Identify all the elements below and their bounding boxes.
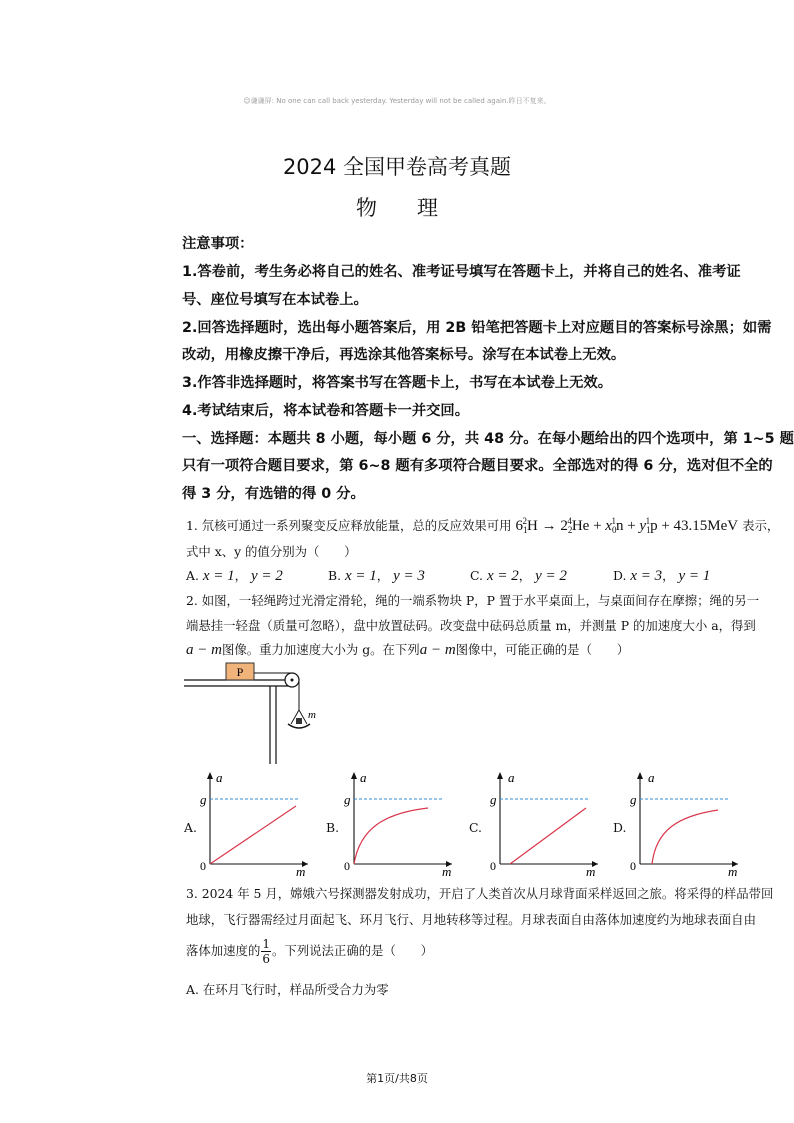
section1-line2: 只有一项符合题目要求，第 6~8 题有多项符合题目要求。全部选对的得 6 分，选对但不全的 <box>182 458 773 474</box>
q1-option-a[interactable]: A. x = 1， y = 2 <box>186 568 283 584</box>
notice-item2-line1: 2.回答选择题时，选出每小题答案后，用 2B 铅笔把答题卡上对应题目的答案标号涂黑；如需 <box>182 320 772 336</box>
q1-text-b: 表示， <box>742 518 780 533</box>
q2-graph-label-a: A. <box>184 820 197 835</box>
page-footer: 第1页/共8页 <box>366 1072 428 1085</box>
q2-graph-label-d: D. <box>613 820 627 835</box>
g-label-b: g <box>344 792 351 807</box>
pan <box>288 724 310 728</box>
block-p-label: P <box>236 665 244 679</box>
notice-item2-line2: 改动，用橡皮擦干净后，再选涂其他答案标号。涂写在本试卷上无效。 <box>182 347 626 363</box>
curve-d <box>652 810 718 864</box>
g-label-d: g <box>630 792 637 807</box>
q2-line2: 端悬挂一轻盘（质量可忽略），盘中放置砝码。改变盘中砝码总质量 m，并测量 P 的加速度大小 a，得到 <box>186 618 756 633</box>
q1-text-c: 式中 x、y 的值分别为（ ） <box>186 544 357 559</box>
section1-line3: 得 3 分，有选错的得 0 分。 <box>182 486 365 502</box>
section1-line1: 一、选择题：本题共 8 小题，每小题 6 分，共 48 分。在每小题给出的四个选项中，第 1~5 题 <box>182 431 794 447</box>
notice-item4: 4.考试结束后，将本试卷和答题卡一并交回。 <box>182 403 470 419</box>
q2-am-2: a − m <box>419 642 456 658</box>
ylabel-b: a <box>360 770 367 785</box>
xlabel-a: m <box>296 864 306 876</box>
curve-b <box>354 808 428 864</box>
q1-option-d[interactable]: D. x = 3， y = 1 <box>613 568 711 584</box>
graph-d[interactable] <box>626 768 744 876</box>
g-label-c: g <box>490 792 497 807</box>
g-label-a: g <box>200 792 207 807</box>
weight <box>296 718 302 724</box>
q1-text-a: 1. 氘核可通过一系列聚变反应释放能量，总的反应效果可用 <box>186 518 512 533</box>
q1-option-b[interactable]: B. x = 1， y = 3 <box>328 568 425 584</box>
q2-line3: a − m图像。重力加速度大小为 g。在下列a − m图像中，可能正确的是（ ） <box>186 642 630 658</box>
mass-label: m <box>308 709 316 721</box>
origin-c: 0 <box>490 859 496 873</box>
apparatus-figure <box>184 660 334 768</box>
origin-d: 0 <box>630 859 636 873</box>
q2-am-1: a − m <box>186 642 222 658</box>
xlabel-d: m <box>728 864 738 876</box>
q2-graph-label-b: B. <box>326 820 340 835</box>
origin-b: 0 <box>344 859 350 873</box>
origin-a: 0 <box>200 859 206 873</box>
notice-item1-line1: 1.答卷前，考生务必将自己的姓名、准考证号填写在答题卡上，并将自己的姓名、准考证 <box>182 264 741 280</box>
ylabel-a: a <box>216 770 223 785</box>
graph-a[interactable] <box>196 768 314 876</box>
fraction-one-sixth: $\frac{1}{6}$ <box>262 937 270 966</box>
watermark: ☺谦谦屏: No one can call back yesterday. Yesterday will not be called again.昨日不复来。 <box>243 97 551 105</box>
q3-line2: 地球，飞行器需经过月面起飞、环月飞行、月地转移等过程。月球表面自由落体加速度约为地球表面自由 <box>186 912 756 927</box>
notice-item1-line2: 号、座位号填写在本试卷上。 <box>182 292 368 308</box>
notice-item3: 3.作答非选择题时，将答案书写在答题卡上，书写在本试卷上无效。 <box>182 375 612 391</box>
q2-graph-label-c: C. <box>469 820 482 835</box>
q1-option-c[interactable]: C. x = 2， y = 2 <box>470 568 567 584</box>
notice-heading: 注意事项： <box>182 236 254 252</box>
q2-line1: 2. 如图，一轻绳跨过光滑定滑轮，绳的一端系物块 P，P 置于水平桌面上，与桌面间存在摩擦；绳的另一 <box>186 593 760 608</box>
curve-a <box>210 806 296 864</box>
subject-title: 物理 <box>356 196 478 220</box>
graph-b[interactable] <box>340 768 458 876</box>
xlabel-b: m <box>442 864 452 876</box>
q1-equation: $6_1^2H \to 2_2^4He + x_0^1n + y_1^1p + 43.15MeV$ <box>515 516 739 535</box>
q1-stem <box>186 516 779 535</box>
xlabel-c: m <box>586 864 596 876</box>
ylabel-d: a <box>648 770 655 785</box>
curve-c <box>510 808 586 864</box>
q3-line3: 落体加速度的 $\frac{1}{6}$ 。下列说法正确的是（ ） <box>186 937 434 966</box>
ylabel-c: a <box>508 770 515 785</box>
q3-option-a[interactable]: A. 在环月飞行时，样品所受合力为零 <box>186 982 389 997</box>
graph-c[interactable] <box>486 768 604 876</box>
exam-title: 2024 全国甲卷高考真题 <box>282 155 512 179</box>
q3-line1: 3. 2024 年 5 月，嫦娥六号探测器发射成功，开启了人类首次从月球背面采样返回之旅。将采得的样品带回 <box>186 886 774 901</box>
